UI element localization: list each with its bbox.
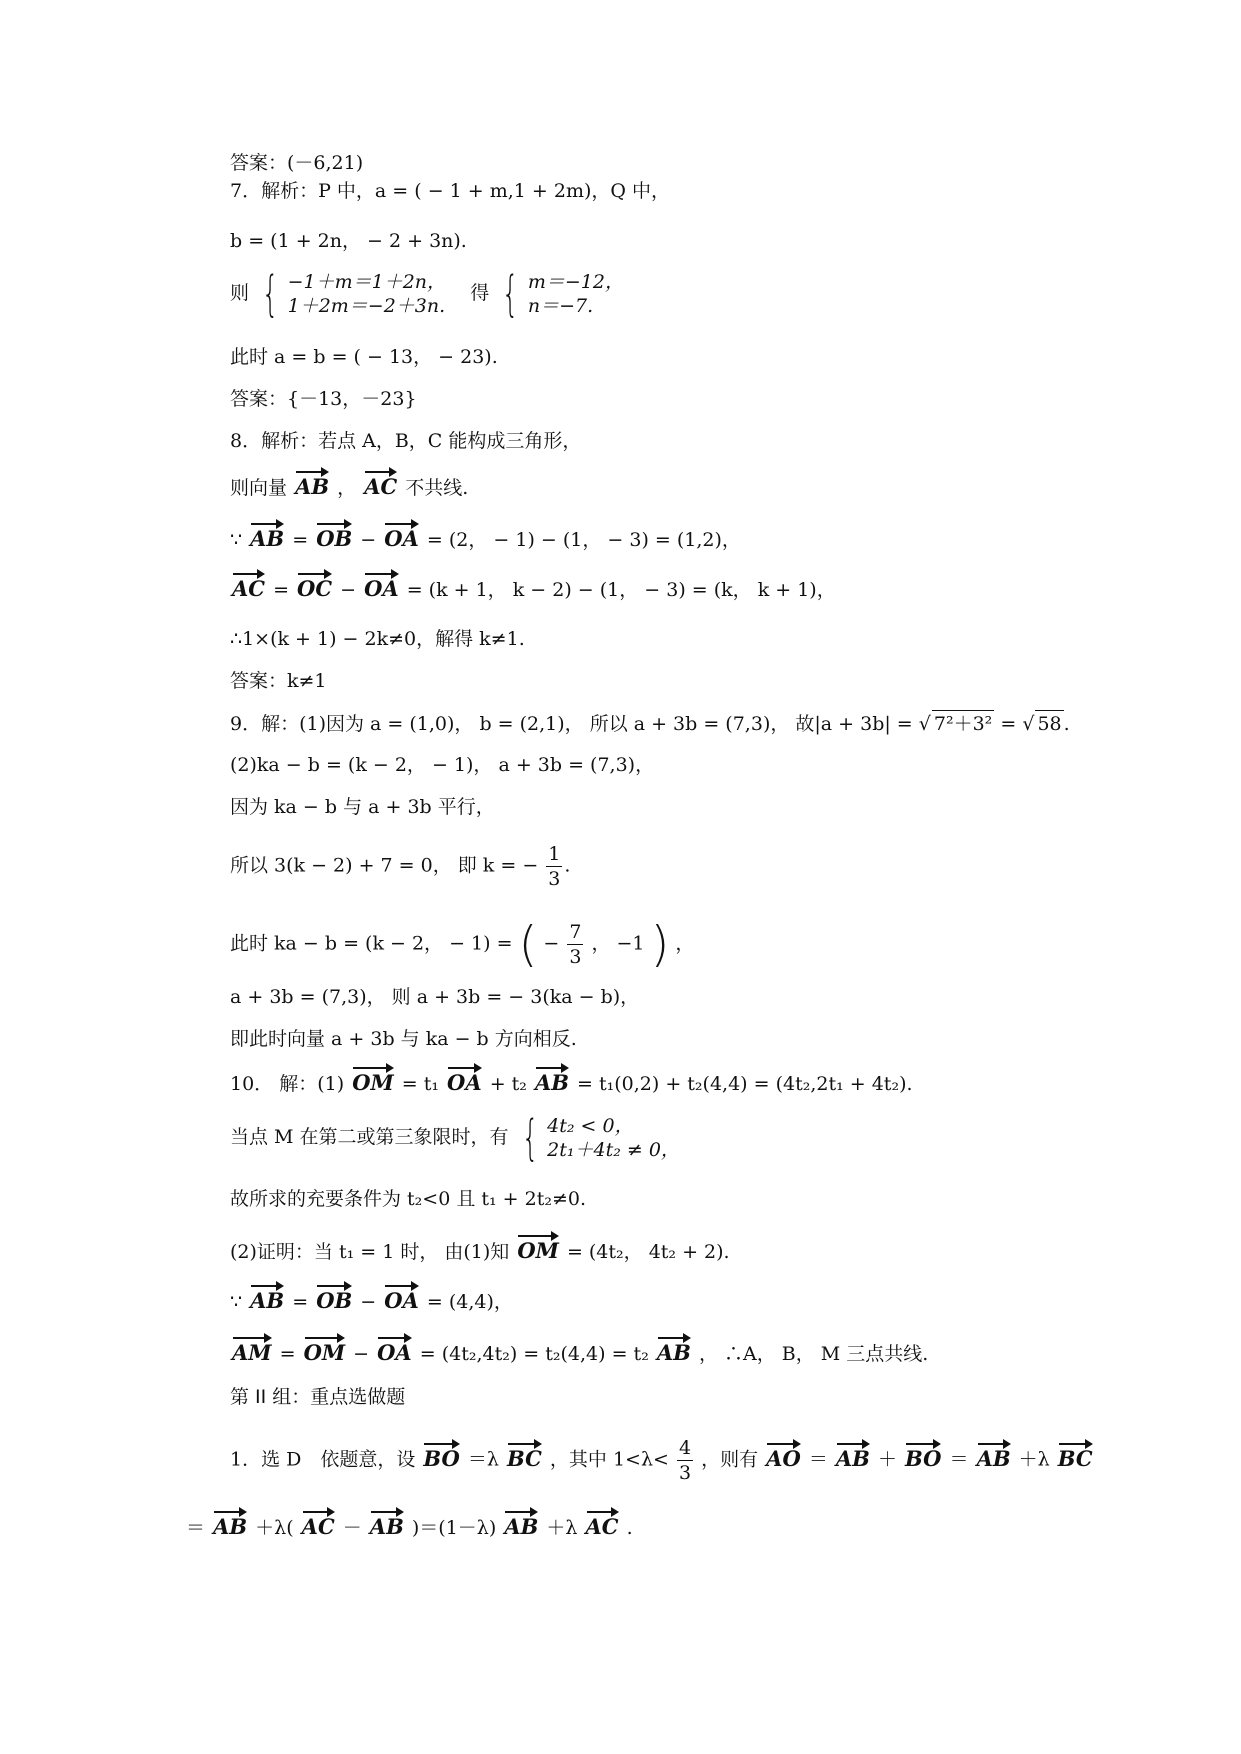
text: =: [292, 529, 309, 551]
solution-10-line-4: [230, 1232, 730, 1265]
text: .: [564, 854, 571, 877]
vector-am: AM: [232, 1334, 272, 1366]
equation-system-2: [495, 266, 624, 322]
text: )＝(1－λ): [411, 1517, 497, 1539]
system-row-2: 2t₁＋4t₂ ≠ 0，: [547, 1139, 680, 1161]
vector-oa: OA: [384, 520, 419, 552]
solution-8-line-5: ∴1×(k + 1) − 2k≠0，解得 k≠1.: [230, 628, 525, 650]
vector-ob: OB: [316, 520, 352, 552]
vector-oa: OA: [384, 1282, 419, 1314]
vector-om: OM: [517, 1232, 559, 1264]
text: =: [279, 1343, 296, 1365]
fraction-seven-thirds: [567, 920, 583, 969]
left-brace: {: [521, 1110, 539, 1166]
solution-10-line-5: [230, 1282, 513, 1315]
text: = (4t₂,4t₂) = t₂(4,4) = t₂: [419, 1343, 649, 1365]
vector-oc: OC: [297, 570, 332, 602]
solution-7-line-2: b = (1 + 2n， − 2 + 3n).: [230, 230, 467, 252]
text: 9．解：(1)因为 a = (1,0)， b = (2,1)， 所以 a + 3b = (7,3)， 故|a + 3b| =: [230, 713, 913, 735]
text: 此时 ka − b = (k − 2， − 1) =: [230, 932, 513, 955]
fraction-four-thirds: [677, 1436, 693, 1485]
vector-oa: OA: [364, 570, 399, 602]
left-brace: {: [502, 266, 519, 322]
numerator: 4: [678, 1437, 692, 1459]
text: = (k + 1， k − 2) − (1， − 3) = (k， k + 1)，: [406, 579, 836, 601]
system-1-row-1: −1＋m＝1＋2n，: [287, 271, 447, 293]
system-1-row-2: 1＋2m＝−2＋3n.: [287, 295, 446, 317]
solution-7-line-4: 此时 a = b = ( − 13， − 23).: [230, 346, 498, 368]
left-paren: (: [518, 916, 538, 973]
group2-solution-1-line-2: [186, 1508, 633, 1541]
text: −: [360, 529, 377, 551]
solution-8-line-4: [230, 570, 836, 603]
vector-ab: AB: [977, 1440, 1011, 1472]
inequality-system: [515, 1110, 680, 1166]
text: ∵: [230, 1291, 243, 1313]
text: ＝: [186, 1517, 206, 1539]
solution-7-system-line: [230, 266, 624, 322]
solution-10-line-1: [230, 1064, 913, 1097]
text: ，: [675, 932, 695, 955]
text: −: [340, 579, 357, 601]
solution-9-line-3: 因为 ka − b 与 a + 3b 平行，: [230, 796, 495, 818]
vector-oa: OA: [377, 1334, 412, 1366]
text: −: [353, 1343, 370, 1365]
text: ＋λ(: [255, 1517, 294, 1539]
answer-7: 答案：{－13，－23}: [230, 388, 417, 410]
vector-bo: BO: [423, 1440, 459, 1472]
vector-ab: AB: [836, 1440, 870, 1472]
solution-9-line-2: (2)ka − b = (k − 2， − 1)， a + 3b = (7,3)，: [230, 754, 655, 776]
solution-8-line-3: [230, 520, 741, 553]
text: .: [626, 1517, 633, 1539]
vector-ab: AB: [295, 468, 329, 500]
denominator: 3: [569, 946, 582, 968]
vector-ab: AB: [213, 1508, 247, 1540]
text: ＋: [877, 1448, 897, 1471]
solution-10-line-6: [230, 1334, 928, 1367]
text: = t₁: [401, 1073, 439, 1095]
text: 得: [470, 282, 490, 304]
vector-ab: AB: [250, 520, 284, 552]
text: =: [273, 579, 289, 601]
solution-9-line-1: [230, 710, 1070, 737]
solution-10-line-2: [230, 1110, 680, 1166]
answer-8: 答案：k≠1: [230, 670, 327, 692]
solution-9-line-4: [230, 842, 570, 891]
vector-om: OM: [304, 1334, 346, 1366]
vector-ab: AB: [250, 1282, 284, 1314]
text: 则: [230, 282, 250, 304]
fraction-one-third: [546, 842, 562, 891]
denominator: 3: [678, 1462, 692, 1484]
denominator: 3: [548, 868, 561, 890]
text: ， −1: [591, 932, 645, 955]
vector-ao: AO: [766, 1440, 801, 1472]
solution-7-line-1: 7．解析：P 中，a = ( − 1 + m,1 + 2m)，Q 中，: [230, 180, 671, 202]
vector-ab: AB: [504, 1508, 538, 1540]
solution-9-line-7: 即此时向量 a + 3b 与 ka − b 方向相反.: [230, 1028, 577, 1050]
text: 1．选 D 依题意，设: [230, 1448, 416, 1471]
vector-ab: AB: [370, 1508, 404, 1540]
left-brace: {: [261, 266, 279, 322]
sqrt-symbol: √: [1022, 713, 1035, 735]
vector-oa: OA: [447, 1064, 482, 1096]
equation-system-1: [255, 266, 447, 322]
vector-om: OM: [352, 1064, 394, 1096]
text: = t₁(0,2) + t₂(4,4) = (4t₂,2t₁ + 4t₂).: [577, 1073, 913, 1095]
vector-ab: AB: [657, 1334, 691, 1366]
solution-8-line-1: 8．解析：若点 A，B，C 能构成三角形，: [230, 430, 582, 452]
text: 10． 解：(1): [230, 1073, 345, 1095]
solution-9-line-6: a + 3b = (7,3)， 则 a + 3b = − 3(ka − b)，: [230, 986, 640, 1008]
numerator: 7: [569, 921, 582, 943]
vector-ob: OB: [316, 1282, 352, 1314]
vector-bo: BO: [905, 1440, 941, 1472]
text: −: [360, 1291, 377, 1313]
vector-ac: AC: [232, 570, 265, 602]
vector-ac: AC: [364, 468, 397, 500]
answer-6: 答案：(－6,21): [230, 152, 364, 174]
text: ，: [337, 477, 357, 499]
text: ＋λ: [546, 1517, 578, 1539]
sqrt-radicand-1: 7²＋3²: [932, 710, 994, 737]
text: .: [1063, 713, 1070, 735]
text: ， ∴A， B， M 三点共线.: [698, 1343, 929, 1365]
solution-9-line-5: [230, 916, 695, 973]
system-row-1: 4t₂ < 0，: [547, 1115, 634, 1137]
text: ，则有: [701, 1448, 759, 1471]
text: －: [342, 1517, 362, 1539]
text: ＝: [808, 1448, 828, 1471]
section-heading: 第 II 组：重点选做题: [230, 1386, 406, 1408]
vector-bc: BC: [507, 1440, 542, 1472]
text: 不共线.: [405, 477, 469, 499]
group2-solution-1-line-1: [230, 1436, 1095, 1485]
sqrt-radicand-2: 58: [1035, 710, 1063, 737]
text: = (4,4)，: [426, 1291, 513, 1313]
text: 当点 M 在第二或第三象限时，有: [230, 1126, 509, 1148]
system-2-row-2: n＝−7.: [527, 295, 594, 317]
solution-10-line-3: 故所求的充要条件为 t₂<0 且 t₁ + 2t₂≠0.: [230, 1188, 587, 1210]
text: + t₂: [489, 1073, 527, 1095]
right-paren: ): [650, 916, 670, 973]
text: ∵: [230, 529, 243, 551]
sqrt-symbol: √: [918, 713, 931, 735]
text: 则向量: [230, 477, 288, 499]
text: = (4t₂， 4t₂ + 2).: [566, 1241, 730, 1263]
text: = (2， − 1) − (1， − 3) = (1,2)，: [426, 529, 741, 551]
vector-ac: AC: [302, 1508, 335, 1540]
solution-8-line-2: [230, 468, 468, 501]
system-2-row-1: m＝−12，: [527, 271, 624, 293]
text: ，其中 1<λ<: [549, 1448, 669, 1471]
text: =: [292, 1291, 309, 1313]
text: 所以 3(k − 2) + 7 = 0， 即 k = −: [230, 854, 539, 877]
text: ＝: [949, 1448, 969, 1471]
vector-ab: AB: [535, 1064, 569, 1096]
vector-bc: BC: [1058, 1440, 1093, 1472]
text: −: [543, 932, 560, 955]
text: (2)证明：当 t₁ = 1 时， 由(1)知: [230, 1241, 510, 1263]
text: ＋λ: [1018, 1448, 1050, 1471]
vector-ac: AC: [586, 1508, 619, 1540]
text: ＝λ: [467, 1448, 499, 1471]
numerator: 1: [548, 843, 561, 865]
text: =: [1000, 713, 1017, 735]
